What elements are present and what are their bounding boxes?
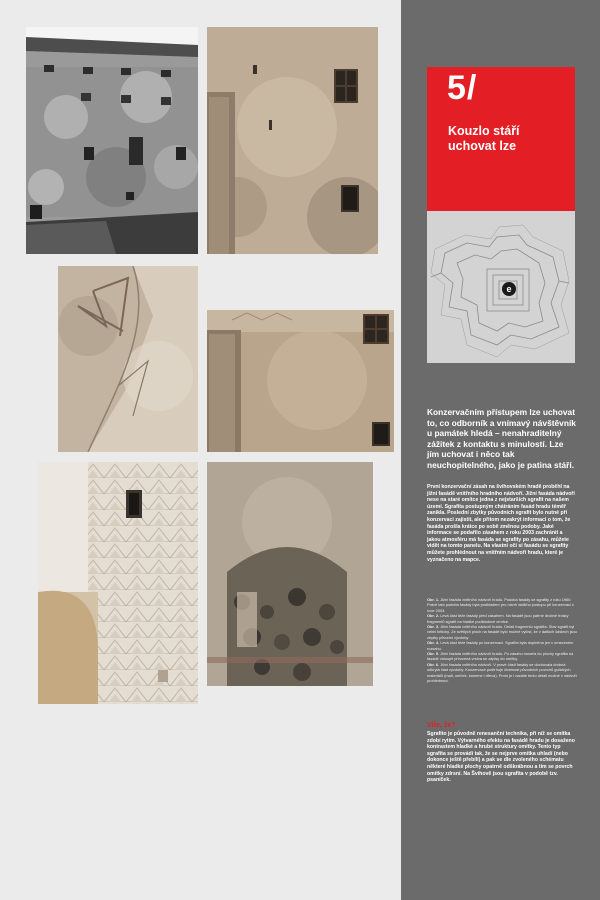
panel-title: Kouzlo stáří uchovat lze	[448, 124, 520, 153]
caption-list	[427, 597, 577, 684]
caption-item	[427, 640, 577, 651]
did-you-know-heading: Víte, že?	[427, 722, 456, 729]
photo-wall-after	[207, 310, 394, 452]
panel-number: 5/	[447, 69, 478, 107]
caption-text: Jižní fasáda vnitřního nádvoří hradu. Po zásahu musela do plochy sgrafita na fasádě vstoupit přirozená vrstva se zápisy do omítky.	[427, 651, 574, 662]
caption-label: Obr. 3.	[427, 624, 440, 630]
caption-label: Obr. 5.	[427, 651, 440, 657]
caption-item	[427, 613, 577, 624]
photo-sgraffito-fragment	[58, 266, 198, 452]
caption-item	[427, 624, 577, 640]
caption-label: Obr. 4.	[427, 640, 440, 646]
photo-exposed-stone	[207, 462, 373, 686]
caption-text: Jižní fasáda vnitřního nádvoří hradu. Detail fragmentu sgrafita. Stav sgrafit byl velmi kritický. Ze světlých ploch na fasádě bylo možné vyčíst, že v dalších částech jsou zbytky původní výzdoby.	[427, 624, 577, 640]
map-marker-label: e	[506, 284, 512, 294]
caption-label: Obr. 1.	[427, 597, 440, 602]
sgraffito-text: Sgrafito je původně renesanční technika, při níž se omítka zdobí rytím. Výtvarného efektu na fasádě hradu je dosaženo kontrastem hladké a hrubé struktury omítky. Tento typ sgrafita se provádí tak, že se nejprve omítka uhladí (nebo dokonce ještě přebílí) a pak se dle zvoleného schématu některé hladké plochy opatrně odškrábnou a tím se povrch omítky zdrsní. Na Švihově jsou sgrafita v podobě tzv. psaníček.	[427, 731, 575, 784]
caption-label: Obr. 2.	[427, 613, 440, 619]
caption-item	[427, 662, 577, 684]
caption-text: Jižní fasáda vnitřního nádvoří hradu. Podoba fasády se sgrafity z roku 1960. Právě tato podoba fasády byla podkladem pro návrh dalšího postupu při konzervaci v roce 2003.	[427, 597, 574, 613]
caption-text: Levá část téže fasády před zásahem. Na fasádě jsou patrné drobné trosky fragmentů sgrafit na hladké podkladové omítce.	[427, 613, 569, 624]
body-text: První konzervační zásah na švihovském hradě proběhl na jižní fasádě vnitřního hradního nádvoří. Jižní fasáda nádvoří nese na staré omítce jedna z nejstarších sgrafit na našem území. Sgrafita postupným chátráním fasád hradu téměř zanikla. Poslední zbytky původních sgrafit bylo nutné při konzervaci zajistit, ale přitom nezakrýt informaci o tom, že fasáda prošla krátce po sobě změnou podoby. Jaké informace se podařilo zásahem z roku 2003 zachránit a jakou atmosféru má fasáda se sgrafity po zásahu, můžete vidět na tomto panelu. Na vlastní oči si fasádu se sgrafity můžete prohlédnout na vnitřním nádvoří hradu, které je vyznačeno na mapce.	[427, 484, 575, 563]
castle-plan-map	[427, 211, 575, 363]
caption-item	[427, 651, 577, 662]
caption-label: Obr. 6.	[427, 661, 440, 667]
photo-wall-before	[207, 27, 378, 254]
caption-text: Jižní fasáda vnitřního nádvoří. V pravé části fasády se dochovala drobná odkrytá část výzdoby. Konzervace podtrhuje živelnost původních povrchů gotických materiálů (malt, omítek, kamene i dřeva). Proto je i nadále tento detail možné v nádvoří prohlédnout.	[427, 661, 577, 684]
caption-item	[427, 597, 577, 613]
intro-text: Konzervačním přístupem lze uchovat to, co odborník a vnímavý návštěvník u památek hledá – nenahraditelný zážitek z kontaktu s minulostí. Lze jím uchovat i něco tak neuchopitelného, jako je patina stáří.	[427, 407, 576, 470]
caption-text: Levá část téže fasády po konzervaci. Sgrafita byla doplněna jen v omezeném rozsahu.	[427, 640, 574, 651]
photo-sgraffito-pattern	[38, 462, 198, 704]
photo-castle-facade-bw	[26, 27, 198, 254]
